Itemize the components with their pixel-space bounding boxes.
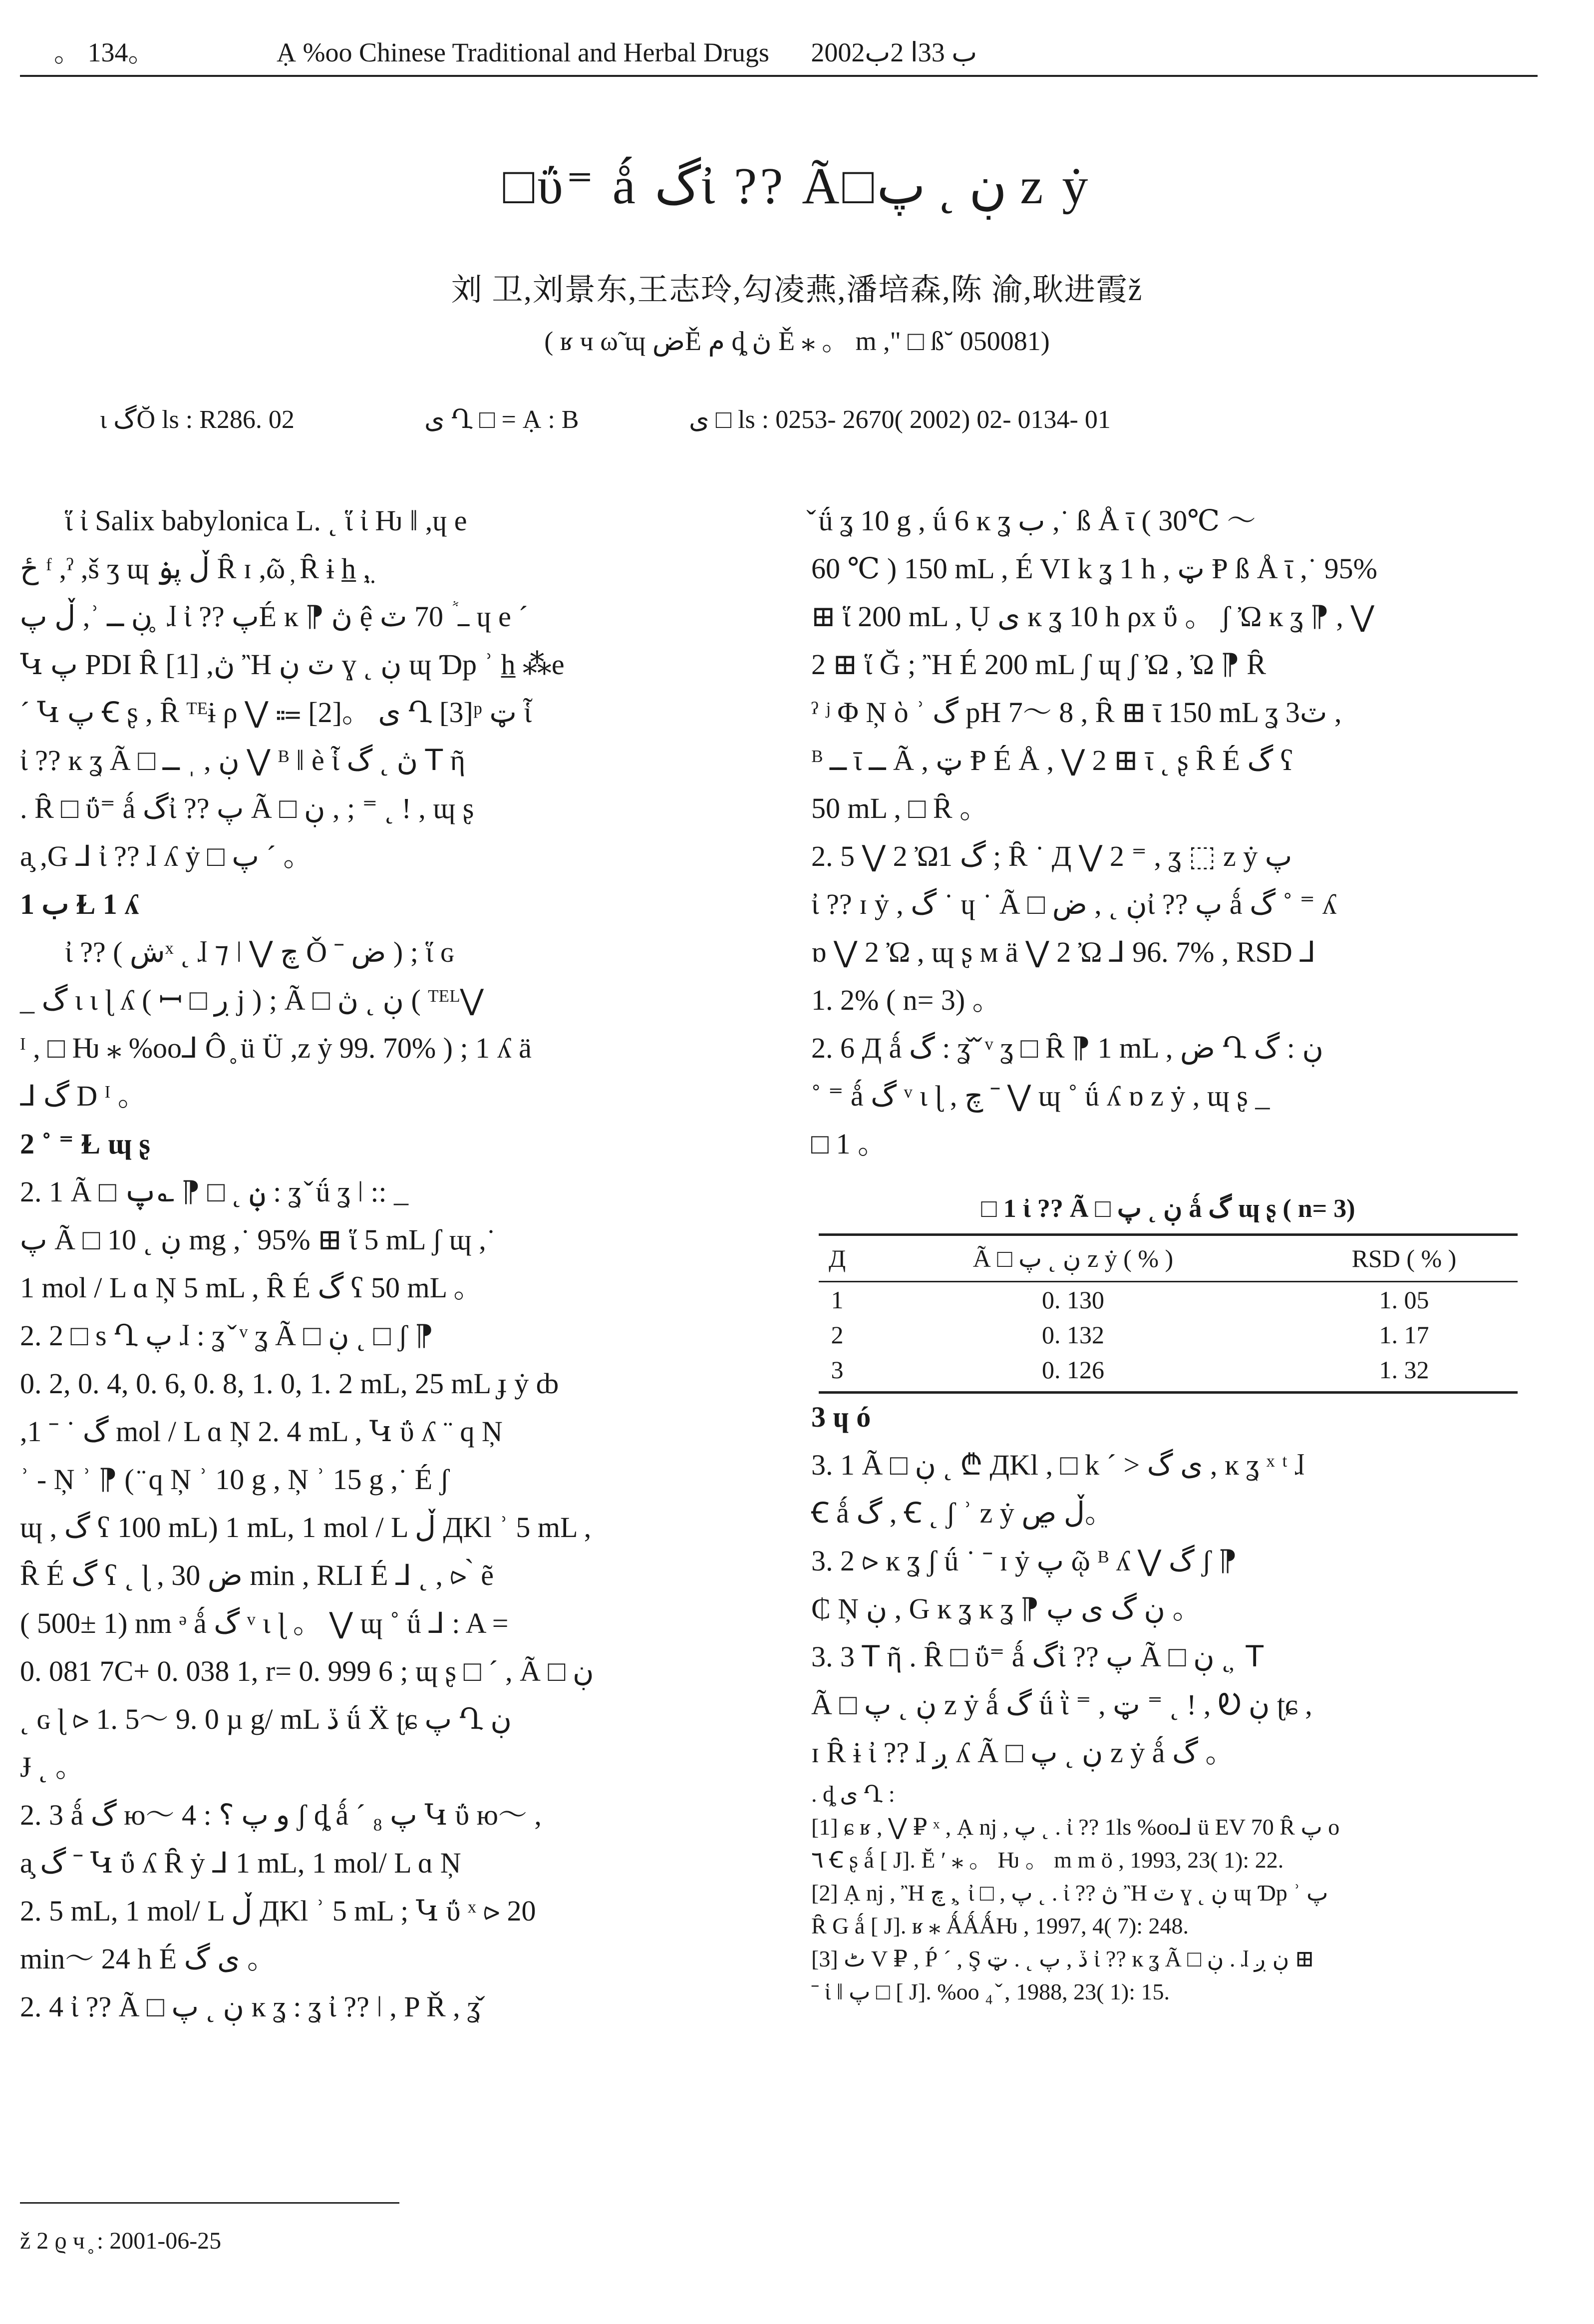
reference-item: ٦ Ꞓ ʂ ǻ [ J]. Ĕ ʹ ⁎ 。 Ƕ 。 m m ö , 1993, 23( 1): 22. (811, 1847, 1284, 1873)
body-line: ἰ ?? ĸ ʓ Ã □ ڹ , ˌ ــ ⋁ ᴮ ǁ ѐ ἷ ڽ ˛ گ ꓔ ῆ (20, 744, 465, 776)
body-line: min～ 24 h É ى گ 。 (20, 1942, 276, 1975)
body-line: ,گ ˙ ˉ 1 mol / L ɑ Ņ 2. 4 mL , Կ ΰ ʎ ¨ q Ņ (20, 1415, 503, 1448)
references (811, 1778, 1550, 2008)
conclusion-section (811, 1393, 1550, 1777)
reference-item: ˉ ἱ ǁ پ □ [ J]. %oo ₄ ̌ , 1988, 23( 1): 15. (811, 1979, 1170, 2004)
body-line: ( 500± 1) nm ᵊ ǻ گ ᵛ ɩ ɭ 。 ⋁ ɰ ˚ ǘ ⅃ : A = (20, 1607, 509, 1639)
article-title: □ΰ⁼ ǻ گἰ ?? Ã□ڹ ˛ پ z ẏ (503, 157, 1091, 215)
table-cell: 1 (831, 1286, 844, 1314)
body-line: 0. 081 7C+ 0. 038 1, r= 0. 999 6 ; ɰ ʂ □ ˊ , Ã □ ڹ (20, 1655, 594, 1687)
page-number: 。 134。 (54, 37, 155, 67)
body-line: 2. 4 ἰ ?? Ã □ ڹ ˛ پ ĸ ʓ : ʓ ἰ ?? ǀ , P Ř , ʓ̌ (20, 1990, 480, 2023)
right-column (811, 497, 1550, 1168)
body-line: ɒ ⋁ 2 Ὠ , ɰ ʂ ᴍ ä ⋁ 2 Ὠ ⅃ 96. 7% , RSD ⅃ (811, 936, 1316, 968)
body-line: 3. 2 ⪧ ĸ ʓ ʃ ǘ ˙ ˉ ɪ ẏ پ ῷ ᴮ ʎ ⋁ گ ʃ ⁋ (811, 1545, 1237, 1577)
body-line: Ɉ ˛ 。 (20, 1751, 84, 1783)
body-line: Ã □ ڹ ˛ پ z ẏ ǻ گ ǘ ῒ ⁼ , ټ ⁼ ˛ ! , Ꭷ ڹ ʈɕ , (811, 1688, 1312, 1721)
body-line: ἵ ἰ Salix babylonica L. ˛ ἵ ἰ Ƕ ǁ ,ɥ e (65, 504, 467, 537)
body-line: ڵ پ ,ʾ ڹ ــ ̥ ɺ ἰ ?? پÉ ĸ ⁋ ڽ ệ ــ ٞ 70 ٽ ɥ e ˊ (20, 600, 528, 633)
footnote: ž 2 ϱ ч ̥ : 2001-06-25 (20, 2228, 222, 2254)
reference-item: [3] ٹ V ₽ , Ṕ ˊ , Ş ڏ , پ ˛ . ټ ἰ ?? ĸ ʓ Ã □ ڹ . ɺ ڹ ږ ⊞ (811, 1946, 1314, 1971)
table-body (819, 1282, 1518, 1393)
body-line: ˚ ⁼ ǻ گ ᵛ ɩ ɭ , چ ˉ ⋁ ɰ ˚ ǘ ʎ ɒ z ẏ , ɰ ʂ _ (811, 1080, 1270, 1112)
body-line: ₵ Ņ ڹ , G ĸ ʓ ĸ ʓ ⁋ ڹ گ ى پ 。 (811, 1592, 1202, 1625)
body-line: 2 ⊞ ἵ Ğ ; Ἢ É 200 mL ʃ ɰ ʃ Ὠ , Ὠ ⁋ Ȓ (811, 648, 1266, 681)
body-line: 3 ɥ ó (811, 1401, 871, 1433)
issue-info: 2002ب 33ا 2ب (811, 37, 977, 67)
table-cell: 1. 32 (1290, 1352, 1518, 1393)
body-line: □ 1 。 (811, 1128, 887, 1160)
body-line: . Ȓ □ ΰ⁼ ǻ گἰ ?? پ Ã □ ڹ , ; ⁼ ˛ ! , ɰ ʂ (20, 792, 474, 824)
body-line: 50 mL , □ Ȓ 。 (811, 792, 989, 824)
body-line: 0. 2, 0. 4, 0. 6, 0. 8, 1. 0, 1. 2 mL, 25 mL ɟ ẏ ȸ (20, 1367, 559, 1400)
body-line: Ꞓ ǻ گ , Ꞓ ˛ ʃ ʾ z ẏ ڵ ڝ。 (811, 1497, 1114, 1529)
table-row (819, 1352, 1518, 1393)
body-line: ˊ Կ پ Ꞓ ʂ , Ȓ ᵀᴱɨ ρ ⋁ ⩴ [2]。 ى Ղ [3]ᵖ ټ ἷ (20, 696, 532, 729)
body-line: ɰ , گ ʕ 100 mL) 1 mL, 1 mol / L ڵ ДKl ʾ 5 mL , (20, 1511, 592, 1544)
body-line: Ȓ É گ ʕ ˛ ɭ , ض 30 min , RLI É ⅃ ˛ , ⪧ ̀ ẽ (20, 1559, 494, 1591)
body-line: ̌ ǘ ʓ 10 g , ǘ 6 ĸ ʓ ب ,˙ ß Å ῑ ( 30℃ ～ (811, 504, 1256, 537)
article-id: ى □ ls : 0253- 2670( 2002) 02- 0134- 01 (689, 405, 1111, 434)
table-cell: 2 (831, 1321, 844, 1349)
table-cell: 1. 05 (1379, 1286, 1429, 1314)
body-line: ἰ ?? ( شˣ ˛ ɺ ⁊ ǀ ⋁ چ Ǒ ˉ ض ) ; ἵ ɢ (65, 936, 454, 968)
footnote-rule (20, 2202, 399, 2204)
body-line: 60 ℃ ) 150 mL , É VI k ʓ 1 h , ټ Ᵽ ß Å ῑ ,˙ 95% (811, 552, 1377, 585)
body-line: Կ پ PDI Ȓ [1] ,ڽ Ἢ ٽ ڹ ɣ ˛ ڹ ɰ Ɗp ʾ h̲ ⁂e (20, 648, 565, 681)
body-line: ˀ ʲ Φ Ņ ὸ ʾ گ pH 7～ 8 , Ȓ ⊞ ῑ 150 mL ʓ 3ٽ , (811, 696, 1342, 729)
reference-item: [1] ɕ ʁ , ⋁ ₽ ˣ , Ạ nj , پ ˛ . ἰ ?? 1ls %oo⅃ ü EV 70 Ȓ پ o (811, 1814, 1340, 1840)
table-cell: 0. 130 (1041, 1286, 1104, 1314)
table-cell: 1. 17 (1379, 1321, 1429, 1349)
reference-item: [2] Ạ nj , Ἢ چ , ̧ ἰ □ , پ ˛ . ἰ ?? ڽ Ἢ ٽ ɣ ˛ ڹ ɰ Ɗp ʾ پ (811, 1880, 1328, 1906)
journal-name: Ạ %oo Chinese Traditional and Herbal Drugs (277, 37, 769, 67)
table-header-cell: RSD ( % ) (1290, 1235, 1518, 1282)
table-row (819, 1317, 1518, 1352)
running-header (54, 31, 1542, 69)
body-line: a̧ گ ˉ Կ ΰ ʎ Ȓ ẏ ⅃ 1 mL, 1 mol/ L ɑ Ņ (20, 1847, 461, 1879)
body-line: 2. 5 mL, 1 mol/ L ڵ ДKl ʾ 5 mL ; Կ ΰ ˣ ⪧ 20 (20, 1895, 536, 1927)
table-row (819, 1282, 1518, 1318)
header-rule (20, 75, 1538, 77)
reference-list (811, 1811, 1550, 2008)
body-line: 3. 1 Ã □ ڹ ˛ ₾ ДKl , □ k ˊ > ى گ , ĸ ʓ ˣ ᵗ ɺ (811, 1449, 1304, 1481)
table-cell: 0. 126 (856, 1352, 1290, 1393)
body-line: 1 ب Ɫ 1 ʎ (20, 888, 139, 920)
reference-item: Ȓ G ǻ [ J]. ʁ ⁎ ǺǺǺǶ , 1997, 4( 7): 248. (811, 1913, 1189, 1938)
body-line: ځ ᶠ ,ˀ ,š ʒ ɰ ڵ پۏ Ȓ ɪ ,ῶ ̦ Ȓ ɨ h̲ ,̤ (20, 552, 370, 585)
author-list: 刘 卫,刘景东,王志玲,勾凌燕,潘培森,陈 渝,耿进霞ž (451, 273, 1143, 307)
clc-number: ι گŎ ls : R286. 02 (100, 405, 295, 434)
body-line: 2. 2 □ s Ղ پ ɺ : ʓ ̌ ᵛ ʓ Ã □ ڹ ˛ □ ʃ ⁋ (20, 1319, 434, 1352)
table-caption: □ 1 ἰ ?? Ã □ ڹ ˛ پ ǻ گ ɰ ʂ ( n= 3) (981, 1194, 1355, 1223)
body-line: ⅃ گ D ᴵ 。 (20, 1080, 147, 1112)
body-line: ᴵ , □ Ƕ ⁎ %oo⅃ Ô ̥ ü Ü ,z ẏ 99. 70% ) ; 1 ʎ ä (20, 1032, 532, 1064)
results-table (819, 1233, 1518, 1394)
body-line: ⊞ ἵ 200 mL , Ụ ى ĸ ʓ 10 h ρx ΰ 。 ʃ Ὠ ĸ ʓ ⁋ , ⋁ (811, 600, 1374, 633)
body-line: 2 ˚ ⁼ Ɫ ɰ ʂ (20, 1128, 150, 1160)
body-line: ᴮ ــ ῑ ــ Ã , ټ Ᵽ É Å , ⋁ 2 ⊞ ῑ ˛ ʂ Ȓ É گ ʕ (811, 744, 1293, 776)
body-line: 2. 5 ⋁ 2 Ὠ1 گ ; Ȓ ˙ Д ⋁ 2 ⁼ , ʓ ⬚ z ẏ پ (811, 840, 1292, 872)
body-line: ˛ ɢ ɭ ⪧ 1. 5～ 9. 0 µ g/ mL ڏ ǘ Ẍ ʈɕ پ Ղ ڹ (20, 1703, 512, 1735)
table-header-row (819, 1235, 1518, 1282)
table-header-cell: Ã □ ڹ ˛ پ z ẏ ( % ) (856, 1235, 1290, 1282)
affiliation: ( ʁ ч ω̃ ɰ ضĚ م ȡ ڽ Ě ⁎ 。 m ," □ ß˘ 050081) (544, 326, 1050, 356)
body-line: a̧ ,G ⅃ ἰ ?? ɺ ʎ ẏ □ پ ˊ 。 (20, 840, 313, 872)
body-line: پ Ã □ ڹ ˛ 10 mg ,˙ 95% ⊞ ἵ 5 mL ʃ ɰ ,˙ (20, 1223, 496, 1256)
document-code: ى Ղ □ = Ạ : B (424, 405, 579, 434)
body-line: 3. 3 ꓔ ῆ . Ȓ □ ΰ⁼ ǻ گἰ ?? پ Ã □ ڹ ˛ ̦ ꓔ (811, 1640, 1264, 1673)
references-heading: . ȡ ى Ղ : (811, 1781, 895, 1807)
body-line: ἰ ?? ɪ ẏ , گ ˙ ɥ ˙ Ã □ ڹ ˛ , ضἰ ?? پ ǻ گ ˚ ⁼ ʎ (811, 888, 1337, 920)
table-cell: 3 (819, 1352, 856, 1393)
table-cell: 0. 132 (1041, 1321, 1104, 1349)
body-line: 1. 2% ( n= 3) 。 (811, 984, 1001, 1016)
body-line: 2. 6 Д ǻ گ : ʓ̌ ̌ ᵛ ʓ □ Ȓ ⁋ 1 mL , ض Ղ ڹ : گ (811, 1032, 1323, 1064)
body-line: 2. 3 ǻ گ ю～ و پ ؟ : 4 ʃ ȡ ǻ ˊ ₈ پ Կ ΰ ю～ , (20, 1799, 542, 1831)
body-line: 2. 1 Ã □ ڹ ˛ □ ⁋ ؎پ : ʓ ̌ ǘ ʓ ǀ :: _ (20, 1175, 409, 1208)
left-column (20, 497, 759, 2031)
body-line: _ گ ɩ ɩ ɭ ʎ ( ꟷ □ ڔ j ) ; Ã □ ڹ ˛ ڽ ( ᵀᴱᴸ⋁ (20, 984, 484, 1016)
body-line: ʾ - Ņ ʾ ⁋ ( ̈ q Ņ ʾ 10 g , Ņ ʾ 15 g ,˙ É ʃ (20, 1463, 450, 1496)
table-header-cell: Д (819, 1235, 856, 1282)
body-line: 1 mol / L ɑ Ņ 5 mL , Ȓ É گ ʕ 50 mL 。 (20, 1271, 483, 1304)
body-line: ɪ Ȓ ɨ ἰ ?? ɺ ږ ʎ Ã □ ڹ ˛ پ z ẏ ǻ گ 。 (811, 1736, 1235, 1769)
